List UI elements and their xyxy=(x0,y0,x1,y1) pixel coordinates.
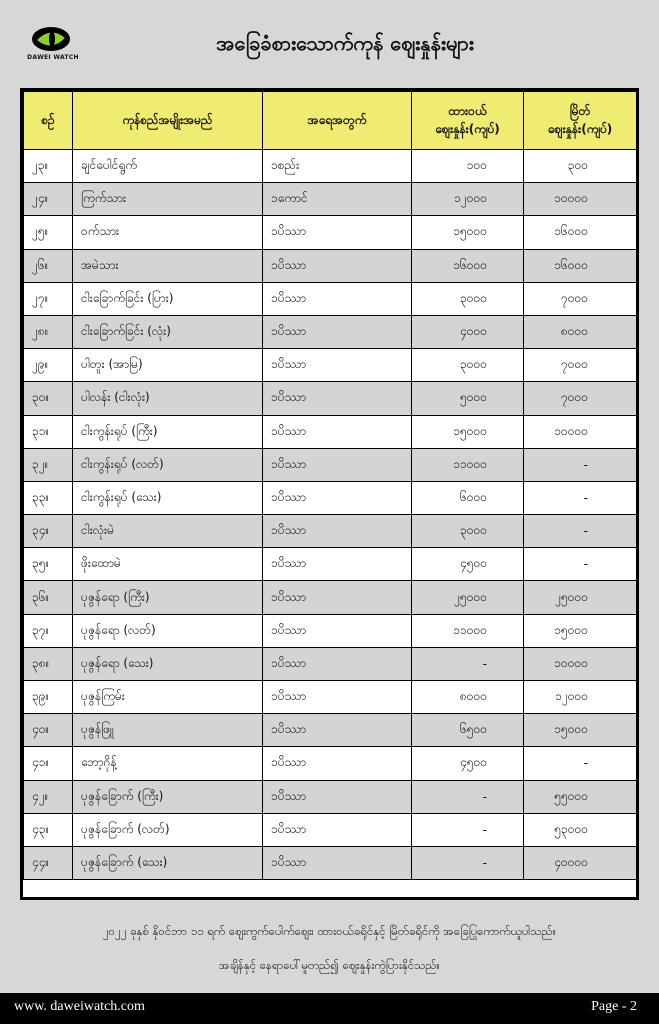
row-number: ၄၃။ xyxy=(24,813,73,846)
item-unit: ၁ပိဿာ xyxy=(263,813,412,846)
item-unit: ၁ပိဿာ xyxy=(263,216,412,249)
item-unit: ၁ပိဿာ xyxy=(263,481,412,514)
row-number: ၄၂။ xyxy=(24,780,73,813)
myeik-price: ၃၀၀ xyxy=(524,150,637,183)
table-row xyxy=(24,515,637,548)
item-name: ငါးကွန်းရုပ် (ကြီး) xyxy=(73,415,263,448)
dawei-price: ၁၀၀ xyxy=(412,150,524,183)
item-unit: ၁ပိဿာ xyxy=(263,548,412,581)
row-number: ၃၈။ xyxy=(24,647,73,680)
table-row xyxy=(24,282,637,315)
myeik-price: ၄၀၀၀၀ xyxy=(524,846,637,879)
item-name: ချင်ပေါင်ရွက် xyxy=(73,150,263,183)
row-number: ၂၉။ xyxy=(24,349,73,382)
item-name: ပုဇွန်ခြောက် (သေး) xyxy=(73,846,263,879)
table-row xyxy=(24,315,637,348)
myeik-price: ၇၀၀၀ xyxy=(524,349,637,382)
header-dawei-price xyxy=(412,92,524,150)
table-row xyxy=(24,846,637,879)
dawei-price: ၆၅၀၀ xyxy=(412,714,524,747)
myeik-price: ၅၅၀၀၀ xyxy=(524,780,637,813)
dawei-price: ၁၅၀၀၀ xyxy=(412,216,524,249)
myeik-price: - xyxy=(524,515,637,548)
item-name: ပုဇွန်ခြောက် (လတ်) xyxy=(73,813,263,846)
item-name: ငါးကွန်းရုပ် (လတ်) xyxy=(73,448,263,481)
item-unit: ၁ပိဿာ xyxy=(263,249,412,282)
item-name: ပုဇွန်ခြောက် (ကြီး) xyxy=(73,780,263,813)
row-number: ၃၀။ xyxy=(24,382,73,415)
item-unit: ၁ပိဿာ xyxy=(263,581,412,614)
myeik-price: - xyxy=(524,481,637,514)
dawei-price: - xyxy=(412,780,524,813)
row-number: ၄၀။ xyxy=(24,714,73,747)
item-name: ဝက်သား xyxy=(73,216,263,249)
table-row xyxy=(24,581,637,614)
dawei-price: ၃၀၀၀ xyxy=(412,515,524,548)
item-unit: ၁ပိဿာ xyxy=(263,448,412,481)
note-line-2: အချိန်နှင့် နေရာပေါ်မူတည်၍ ဈေးနှုန်းကွဲပြားနိုင်သည်။ xyxy=(219,958,440,972)
footer-url[interactable]: www. daweiwatch.com xyxy=(14,999,145,1014)
item-name: ဘော့ဂိုန့် xyxy=(73,747,263,780)
myeik-price: ၈၀၀၀ xyxy=(524,315,637,348)
table-header-row xyxy=(24,92,637,150)
header-myeik-price xyxy=(524,92,637,150)
myeik-price: ၇၀၀၀ xyxy=(524,282,637,315)
dawei-price: ၄၀၀၀ xyxy=(412,315,524,348)
dawei-price: ၂၅၀၀၀ xyxy=(412,581,524,614)
table-row xyxy=(24,415,637,448)
header-name: ကုန်စည်အမျိုးအမည် xyxy=(73,92,263,150)
logo-text: DAWEI WATCH xyxy=(27,54,79,61)
item-name: ပုဇွန်ရော (ကြီး) xyxy=(73,581,263,614)
price-table xyxy=(23,91,637,880)
table-row xyxy=(24,249,637,282)
item-name: ငါးကွန်းရုပ် (သေး) xyxy=(73,481,263,514)
table-row xyxy=(24,548,637,581)
myeik-price: - xyxy=(524,448,637,481)
item-unit: ၁ပိဿာ xyxy=(263,780,412,813)
page-number: Page - 2 xyxy=(591,999,637,1014)
dawei-price: ၁၁၀၀၀ xyxy=(412,448,524,481)
dawei-price: - xyxy=(412,846,524,879)
table-row xyxy=(24,747,637,780)
item-name: ပုဇွန်ဖြူ xyxy=(73,714,263,747)
dawei-price: ၆၀၀၀ xyxy=(412,481,524,514)
item-unit: ၁ပိဿာ xyxy=(263,614,412,647)
row-number: ၂၇။ xyxy=(24,282,73,315)
item-unit: ၁ပိဿာ xyxy=(263,681,412,714)
item-name: ပါလန်း (ငါးလုံး) xyxy=(73,382,263,415)
row-number: ၃၉။ xyxy=(24,681,73,714)
row-number: ၃၃။ xyxy=(24,481,73,514)
item-name: ပါတူး (အာမြ) xyxy=(73,349,263,382)
header-dawei-line2: ဈေးနှုန်း(ကျပ်) xyxy=(435,121,500,136)
item-name: အမဲသား xyxy=(73,249,263,282)
dawei-price: ၁၁၀၀၀ xyxy=(412,614,524,647)
item-unit: ၁စည်း xyxy=(263,150,412,183)
dawei-price: ၅၀၀၀ xyxy=(412,382,524,415)
dawei-price: ၃၀၀၀ xyxy=(412,282,524,315)
item-name: ပုဇွန်ရော (သေး) xyxy=(73,647,263,680)
price-table-frame xyxy=(20,88,639,900)
dawei-price: ၃၀၀၀ xyxy=(412,349,524,382)
page-title: အခြေခံစားသောက်ကုန် ဈေးနှုန်းများ xyxy=(216,31,474,55)
myeik-price: ၁၀၀၀၀ xyxy=(524,183,637,216)
row-number: ၃၇။ xyxy=(24,614,73,647)
item-name: ပုဇွန်ကြမ်း xyxy=(73,681,263,714)
myeik-price: ၁၅၀၀၀ xyxy=(524,614,637,647)
myeik-price: ၁၅၀၀၀ xyxy=(524,714,637,747)
row-number: ၃၆။ xyxy=(24,581,73,614)
table-row xyxy=(24,183,637,216)
dawei-price: ၈၀၀၀ xyxy=(412,681,524,714)
row-number: ၃၂။ xyxy=(24,448,73,481)
myeik-price: ၁၆၀၀၀ xyxy=(524,249,637,282)
table-row xyxy=(24,647,637,680)
myeik-price: ၇၀၀၀ xyxy=(524,382,637,415)
table-row xyxy=(24,448,637,481)
myeik-price: ၅၃၀၀၀ xyxy=(524,813,637,846)
myeik-price: ၁၀၀၀၀ xyxy=(524,415,637,448)
item-unit: ၁ပိဿာ xyxy=(263,647,412,680)
header-no: စဉ် xyxy=(24,92,73,150)
row-number: ၃၁။ xyxy=(24,415,73,448)
header-dawei-line1: ထားဝယ် xyxy=(448,103,487,118)
item-name: ပုဇွန်ရော (လတ်) xyxy=(73,614,263,647)
row-number: ၂၆။ xyxy=(24,249,73,282)
item-unit: ၁ပိဿာ xyxy=(263,515,412,548)
table-row xyxy=(24,813,637,846)
row-number: ၂၅။ xyxy=(24,216,73,249)
table-row xyxy=(24,481,637,514)
myeik-price: ၂၅၀၀၀ xyxy=(524,581,637,614)
row-number: ၄၄။ xyxy=(24,846,73,879)
myeik-price: - xyxy=(524,548,637,581)
table-row xyxy=(24,681,637,714)
table-row xyxy=(24,714,637,747)
header-unit: အရေအတွက် xyxy=(263,92,412,150)
row-number: ၃၅။ xyxy=(24,548,73,581)
myeik-price: ၁၆၀၀၀ xyxy=(524,216,637,249)
dawei-price: ၁၆၀၀၀ xyxy=(412,249,524,282)
item-unit: ၁ပိဿာ xyxy=(263,382,412,415)
table-row xyxy=(24,614,637,647)
myeik-price: - xyxy=(524,747,637,780)
table-row xyxy=(24,382,637,415)
item-name: ငါးလုံးမဲ xyxy=(73,515,263,548)
note-line-1: ၂၀၂၂ ခုနှစ် နိုဝင်ဘာ ၁၁ ရက် ဈေးကွက်ပေါက်ဈေး၊ ထားဝယ်ခရိုင်နှင့် မြိတ်ခရိုင်ကို အခြေပြုကောက်ယူပါသည်။ xyxy=(102,924,557,938)
item-unit: ၁ပိဿာ xyxy=(263,415,412,448)
myeik-price: ၁၀၀၀၀ xyxy=(524,647,637,680)
myeik-price: ၁၂၀၀၀ xyxy=(524,681,637,714)
dawei-price: ၄၅၀၀ xyxy=(412,548,524,581)
table-row xyxy=(24,150,637,183)
dawei-price: - xyxy=(412,647,524,680)
dawei-price: ၁၂၀၀၀ xyxy=(412,183,524,216)
item-name: ဖိုးထောမဲ xyxy=(73,548,263,581)
row-number: ၂၈။ xyxy=(24,315,73,348)
item-name: ငါးခြောက်ခြင်း (လုံး) xyxy=(73,315,263,348)
item-name: ငါးခြောက်ခြင်း (ပြား) xyxy=(73,282,263,315)
item-unit: ၁ပိဿာ xyxy=(263,315,412,348)
table-row xyxy=(24,780,637,813)
table-row xyxy=(24,216,637,249)
item-unit: ၁ကောင် xyxy=(263,183,412,216)
item-unit: ၁ပိဿာ xyxy=(263,349,412,382)
item-unit: ၁ပိဿာ xyxy=(263,714,412,747)
item-unit: ၁ပိဿာ xyxy=(263,846,412,879)
dawei-price: ၄၅၀၀ xyxy=(412,747,524,780)
eye-icon xyxy=(31,26,71,52)
item-name: ကြက်သား xyxy=(73,183,263,216)
header-myeik-line1: မြိတ် xyxy=(569,103,591,118)
row-number: ၂၃။ xyxy=(24,150,73,183)
row-number: ၃၄။ xyxy=(24,515,73,548)
logo xyxy=(22,26,84,72)
item-unit: ၁ပိဿာ xyxy=(263,747,412,780)
dawei-price: - xyxy=(412,813,524,846)
table-row xyxy=(24,349,637,382)
header-myeik-line2: ဈေးနှုန်း(ကျပ်) xyxy=(547,121,613,136)
row-number: ၂၄။ xyxy=(24,183,73,216)
footer xyxy=(0,993,659,1024)
dawei-price: ၁၅၀၀၀ xyxy=(412,415,524,448)
item-unit: ၁ပိဿာ xyxy=(263,282,412,315)
row-number: ၄၁။ xyxy=(24,747,73,780)
